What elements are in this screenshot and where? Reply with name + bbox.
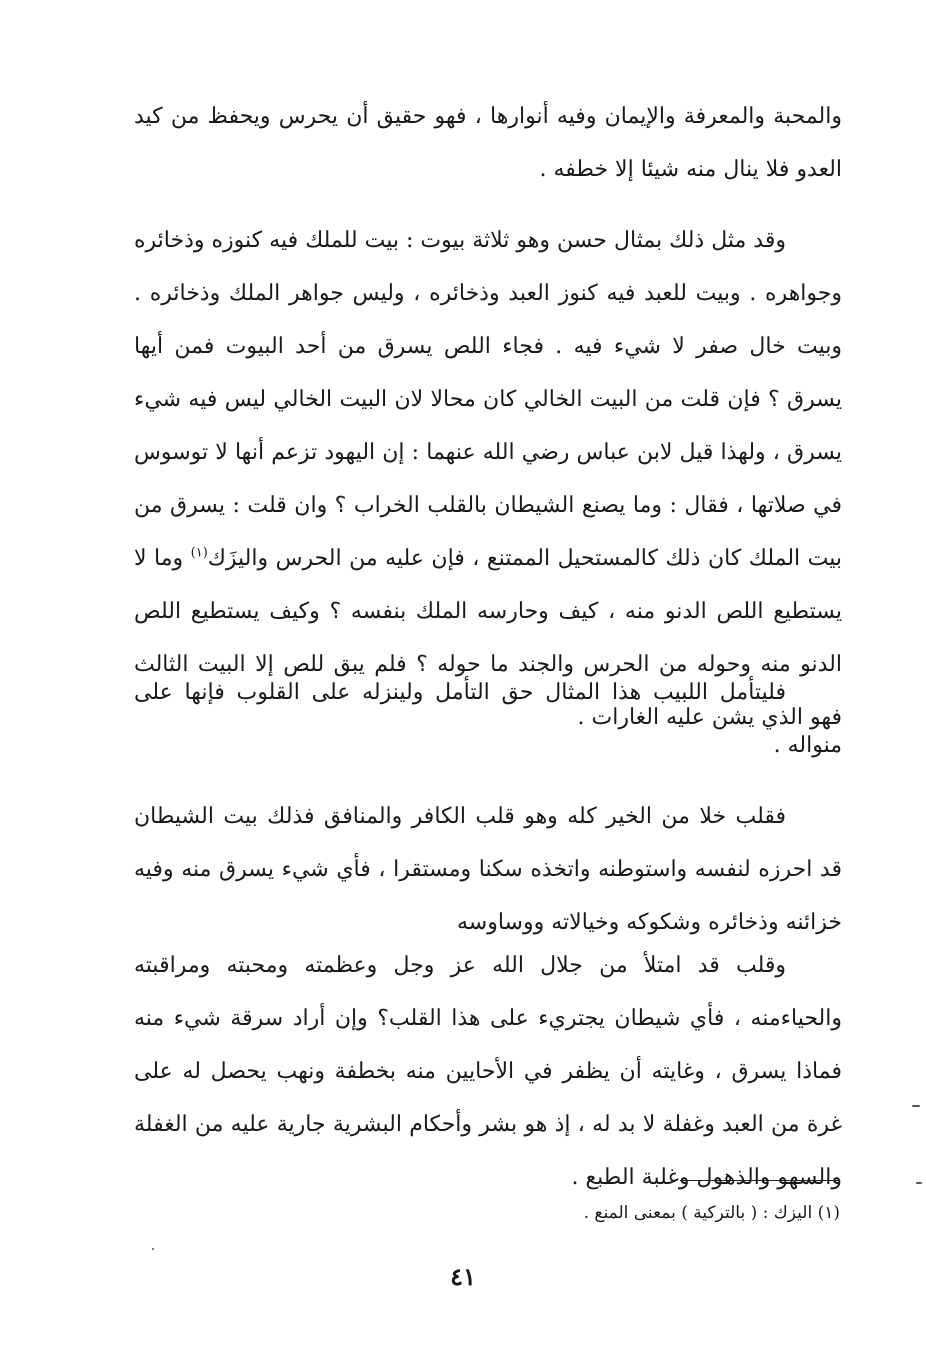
paragraph-2-text-before-note: وقد مثل ذلك بمثال حسن وهو ثلاثة بيوت : بيت للملك فيه كنوزه وذخائره وجواهره . وبيت للعبد فيه كنوز العبد وذخائره ، وليس جواهر الملك وذخائره . وبيت خال صفر لا شيء فيه . فجاء اللص يسرق من أحد البيوت فمن أيها يسرق ؟ فإن قلت من البيت الخالي كان محالا لان البيت الخالي ليس فيه شيء يسرق ، ولهذا قيل لابن عباس رضي الله عنهما : إن اليهود تزعم أنها لا توسوس في صلاتها ، فقال : وما يصنع الشيطان بالقلب الخراب ؟ وان قلت : يسرق من بيت الملك كان ذلك كالمستحيل الممتنع ، فإن عليه من الحرس واليزَك [134, 228, 842, 571]
scan-speck [916, 1182, 922, 1184]
paragraph-4-text: فقلب خلا من الخير كله وهو قلب الكافر والمنافق فذلك بيت الشيطان قد احرزه لنفسه واستوطنه واتخذه سكنا ومستقرا ، فأي شيء يسرق منه وفيه خزائنه وذخائره وشكوكه وخيالاته ووساوسه [134, 804, 842, 935]
paragraph-2-text [134, 214, 842, 744]
page-number: ٤١ [450, 1262, 476, 1291]
paragraph-1 [134, 90, 842, 196]
footnote-marker: (١) [190, 545, 208, 561]
paragraph-2-text-after-note: وما لا يستطيع اللص الدنو منه ، كيف وحارسه الملك بنفسه ؟ وكيف يستطيع اللص الدنو منه وحوله من الحرس والجند ما حوله ؟ فلم يبق للص إلا البيت الثالث فهو الذي يشن عليه الغارات . [134, 546, 842, 730]
paragraph-3-text: فليتأمل اللبيب هذا المثال حق التأمل ولينزله على القلوب فإنها على منواله . [134, 680, 842, 758]
scan-speck [912, 1105, 920, 1107]
paragraph-5-text: وقلب قد امتلأ من جلال الله عز وجل وعظمته ومحبته ومراقبته والحياءمنه ، فأي شيطان يجتريء على هذا القلب؟ وإن أراد سرقة شيء منه فماذا يسرق ، وغايته أن يظفر في الأحايين منه بخطفة ونهب يحصل له على غرة من العبد وغفلة لا بد له ، إذ هو بشر وأحكام البشرية جارية عليه من الغفلة والسهو والذهول وغلبة الطبع . [134, 953, 843, 1190]
paragraph-2 [134, 214, 842, 744]
paragraph-3 [134, 666, 842, 772]
paragraph-1-text: والمحبة والمعرفة والإيمان وفيه أنوارها ، فهو حقيق أن يحرس ويحفظ من كيد العدو فلا ينال منه شيئا إلا خطفه . [134, 104, 842, 182]
paragraph-4 [134, 790, 842, 949]
paragraph-5 [134, 939, 842, 1204]
scan-speck [152, 1248, 154, 1250]
footnote: (١) اليزك : ( بالتركية ) بمعنى المنع . [583, 1203, 840, 1223]
footnote-separator [680, 1180, 840, 1181]
